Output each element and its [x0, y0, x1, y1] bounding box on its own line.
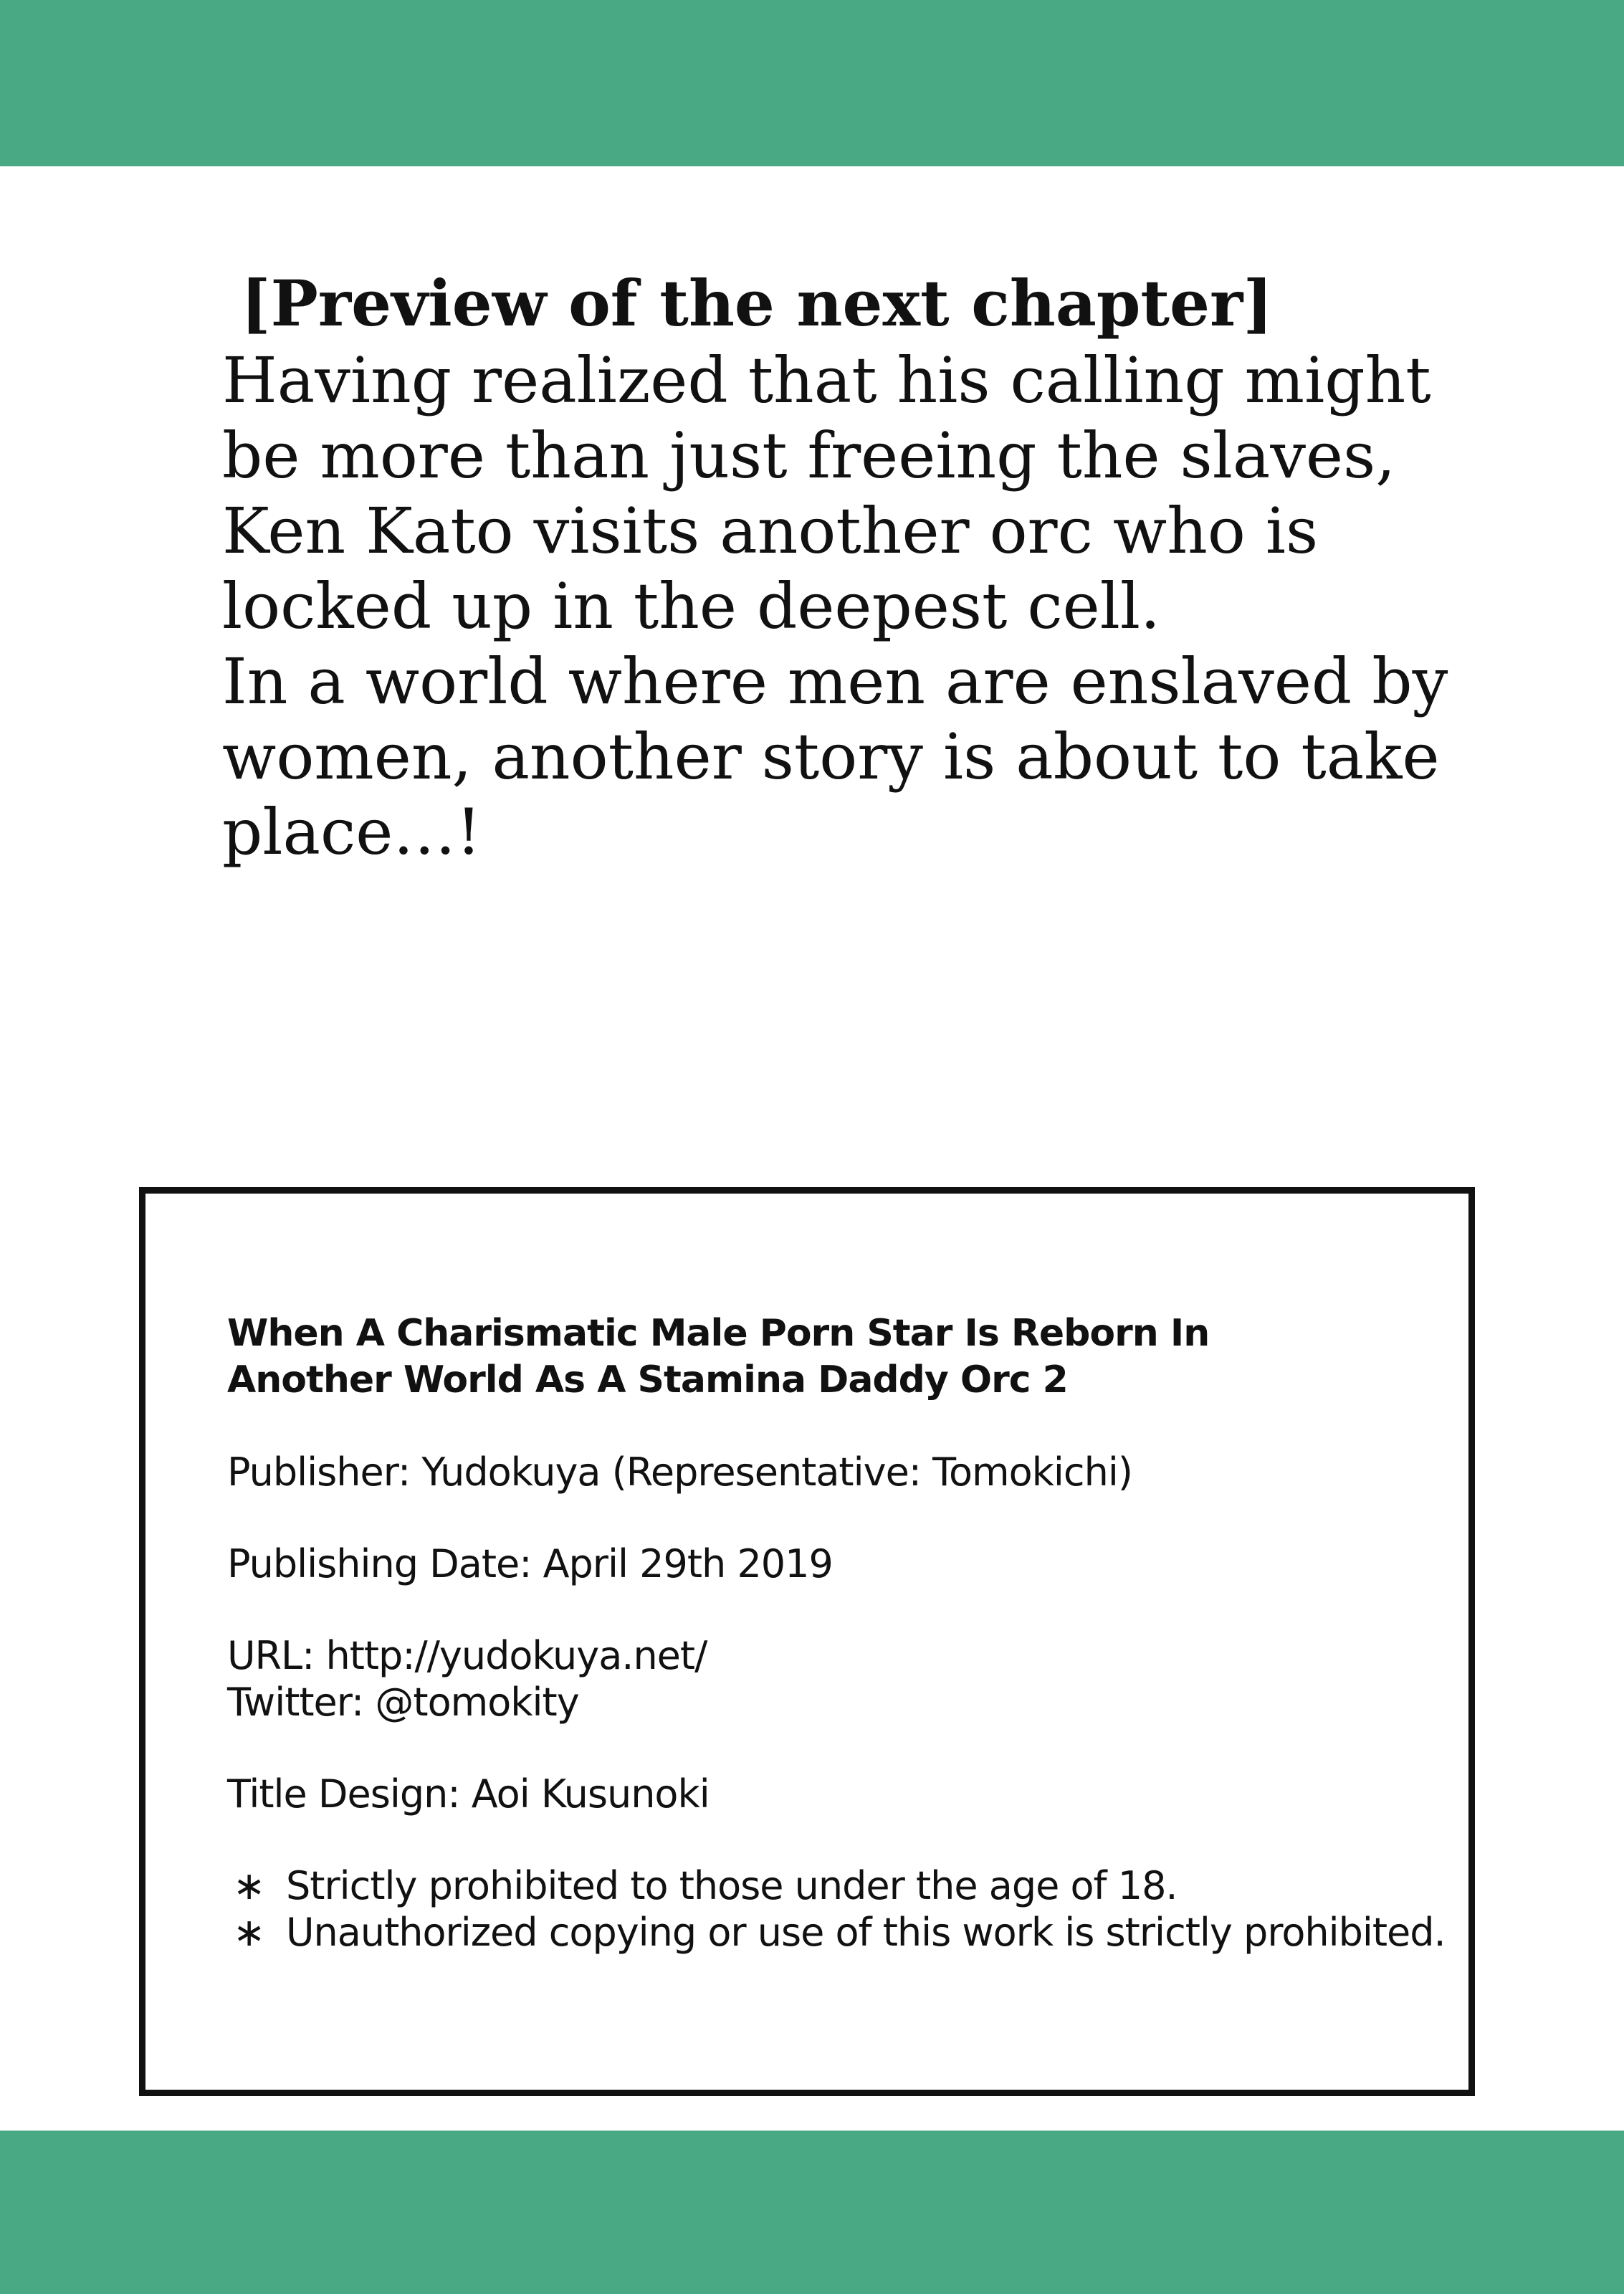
- book-title-line: Another World As A Stamina Daddy Orc 2: [227, 1358, 1068, 1401]
- bottom-green-band: [0, 2131, 1624, 2294]
- colophon-content: [227, 1310, 1446, 1956]
- notice-text: Strictly prohibited to those under the age of 18.: [286, 1863, 1178, 1908]
- notice-item: [227, 1909, 1446, 1956]
- notice-item: [227, 1862, 1446, 1909]
- preview-line: locked up in the deepest cell.: [222, 569, 1160, 643]
- book-title-line: When A Charismatic Male Porn Star Is Reborn In: [227, 1312, 1210, 1355]
- preview-line: Having realized that his calling might: [222, 343, 1431, 417]
- asterisk-mark: ∗: [233, 1910, 265, 1955]
- preview-line: be more than just freeing the slaves,: [222, 419, 1396, 492]
- top-green-band: [0, 0, 1624, 166]
- preview-line: Ken Kato visits another orc who is: [222, 494, 1319, 568]
- preview-line: place…!: [222, 795, 482, 869]
- url: URL: http://yudokuya.net/: [227, 1633, 707, 1678]
- preview-line: women, another story is about to take: [222, 720, 1440, 794]
- title-design-credit: Title Design: Aoi Kusunoki: [227, 1771, 710, 1817]
- preview-line: In a world where men are enslaved by: [222, 644, 1448, 718]
- publishing-date: Publishing Date: April 29th 2019: [227, 1541, 833, 1586]
- publisher: Publisher: Yudokuya (Representative: Tomokichi): [227, 1450, 1132, 1495]
- colophon-box: [139, 1187, 1475, 2096]
- next-chapter-preview: [222, 264, 1448, 870]
- notice-text: Unauthorized copying or use of this work is strictly prohibited.: [286, 1910, 1446, 1955]
- twitter-handle: Twitter: @tomokity: [227, 1680, 579, 1725]
- preview-heading: [Preview of the next chapter]: [241, 266, 1274, 341]
- asterisk-mark: ∗: [233, 1863, 265, 1908]
